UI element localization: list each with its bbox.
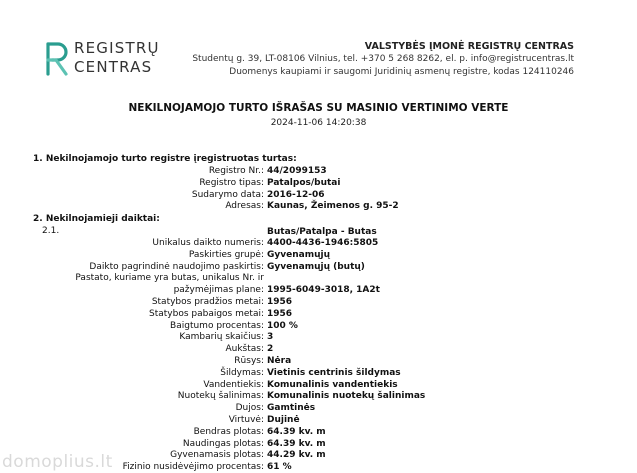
object-field-label: Daikto pagrindinė naudojimo paskirtis: <box>89 261 264 272</box>
property-field-row <box>0 200 637 212</box>
object-field-label: pažymėjimas plane: <box>173 285 264 296</box>
object-field-value: 100 % <box>267 320 298 331</box>
object-field-row <box>0 438 637 450</box>
object-field-value: 61 % <box>267 462 292 473</box>
logo-r-icon <box>44 40 70 78</box>
object-field-row <box>0 343 637 355</box>
object-field-label: Pastato, kuriame yra butas, unikalus Nr. ir <box>75 273 264 284</box>
object-field-value: 44.29 kv. m <box>267 450 326 461</box>
object-field-label: Naudingas plotas: <box>182 438 264 449</box>
section2-sub-title: Butas/Patalpa - Butas <box>267 227 377 237</box>
object-field-label: Virtuvė: <box>228 415 264 425</box>
object-field-label: Fizinio nusidėvėjimo procentas: <box>122 462 264 473</box>
object-field-value: Komunalinis vandentiekis <box>267 379 398 390</box>
object-field-label: Bendras plotas: <box>193 426 264 437</box>
object-field-row <box>0 237 637 249</box>
org-note: Duomenys kaupiami ir saugomi Juridinių asmenų registre, kodas 124110246 <box>229 67 574 77</box>
property-field-label: Sudarymo data: <box>191 189 264 200</box>
object-field-value: Komunalinis nuotekų šalinimas <box>267 391 426 402</box>
object-field-value: 2 <box>267 344 274 355</box>
object-field-label: Dujos: <box>235 403 264 414</box>
object-field-label: Gyvenamasis plotas: <box>170 450 264 461</box>
object-field-row <box>0 249 637 261</box>
org-address: Studentų g. 39, LT-08106 Vilnius, tel. +370 5 268 8262, el. p. info@registrucentras.lt <box>192 54 574 64</box>
object-field-label: Baigtumo procentas: <box>170 320 264 331</box>
object-field-label: Statybos pradžios metai: <box>151 297 264 307</box>
property-field-label: Adresas: <box>225 201 264 212</box>
property-field-value: Patalpos/butai <box>267 177 341 188</box>
section1-heading: 1. Nekilnojamojo turto registre įregistruotas turtas: <box>33 154 297 164</box>
property-field-label: Registro Nr.: <box>208 166 264 176</box>
object-field-value: 64.39 kv. m <box>267 426 326 437</box>
object-field-row <box>0 379 637 391</box>
object-field-value: 1956 <box>267 297 293 307</box>
object-field-value: Gyvenamųjų (butų) <box>267 261 365 272</box>
object-field-label: Aukštas: <box>225 344 264 355</box>
logo-text <box>74 39 160 77</box>
object-field-value: 3 <box>267 332 274 343</box>
section2-sub-number: 2.1. <box>42 226 60 236</box>
property-field-row <box>0 165 637 177</box>
logo-line1: REGISTRŲ <box>74 39 160 57</box>
organization-header <box>192 40 574 79</box>
object-field-value: Vietinis centrinis šildymas <box>267 367 401 378</box>
object-field-row <box>0 308 637 320</box>
property-field-value: 2016-12-06 <box>267 189 325 200</box>
object-field-row <box>0 284 637 296</box>
object-field-label: Unikalus daikto numeris: <box>152 238 264 248</box>
object-field-value: Gyvenamųjų <box>267 249 330 260</box>
org-name: VALSTYBĖS ĮMONĖ REGISTRŲ CENTRAS <box>364 41 574 52</box>
object-field-row <box>0 320 637 332</box>
property-field-value: Kaunas, Žeimenos g. 95-2 <box>267 201 399 212</box>
property-field-row <box>0 177 637 189</box>
object-field-value: Nėra <box>267 356 292 366</box>
property-field-label: Registro tipas: <box>199 177 264 188</box>
property-field-row <box>0 189 637 201</box>
watermark: domoplius.lt <box>2 452 113 472</box>
document-title: NEKILNOJAMOJO TURTO IŠRAŠAS SU MASINIO VERTINIMO VERTE <box>128 102 509 114</box>
object-field-row <box>0 272 637 284</box>
object-field-row <box>0 414 637 426</box>
object-field-value: 1956 <box>267 308 293 319</box>
object-field-value: 4400-4436-1946:5805 <box>267 238 379 248</box>
object-field-row <box>0 402 637 414</box>
object-field-label: Kambarių skaičius: <box>179 332 264 343</box>
object-field-value: Gamtinės <box>267 403 316 414</box>
object-field-label: Statybos pabaigos metai: <box>149 308 264 319</box>
logo-line2: CENTRAS <box>74 58 153 76</box>
object-field-row <box>0 426 637 438</box>
section2-heading: 2. Nekilnojamieji daiktai: <box>33 214 160 224</box>
object-field-label: Šildymas: <box>220 367 264 378</box>
object-field-value: 64.39 kv. m <box>267 438 326 449</box>
registru-centras-logo <box>44 40 164 78</box>
object-field-row <box>0 390 637 402</box>
object-field-value: Dujinė <box>267 415 300 425</box>
object-field-row <box>0 296 637 308</box>
object-field-label: Rūsys: <box>234 356 264 366</box>
object-field-label: Nuotekų šalinimas: <box>177 391 264 402</box>
property-field-value: 44/2099153 <box>267 166 327 176</box>
object-field-value: 1995-6049-3018, 1A2t <box>267 285 380 296</box>
object-field-row <box>0 261 637 273</box>
document-date: 2024-11-06 14:20:38 <box>270 118 367 128</box>
object-field-row <box>0 355 637 367</box>
object-field-row <box>0 367 637 379</box>
object-field-label: Paskirties grupė: <box>188 249 264 260</box>
object-field-label: Vandentiekis: <box>203 379 264 390</box>
object-field-row <box>0 331 637 343</box>
